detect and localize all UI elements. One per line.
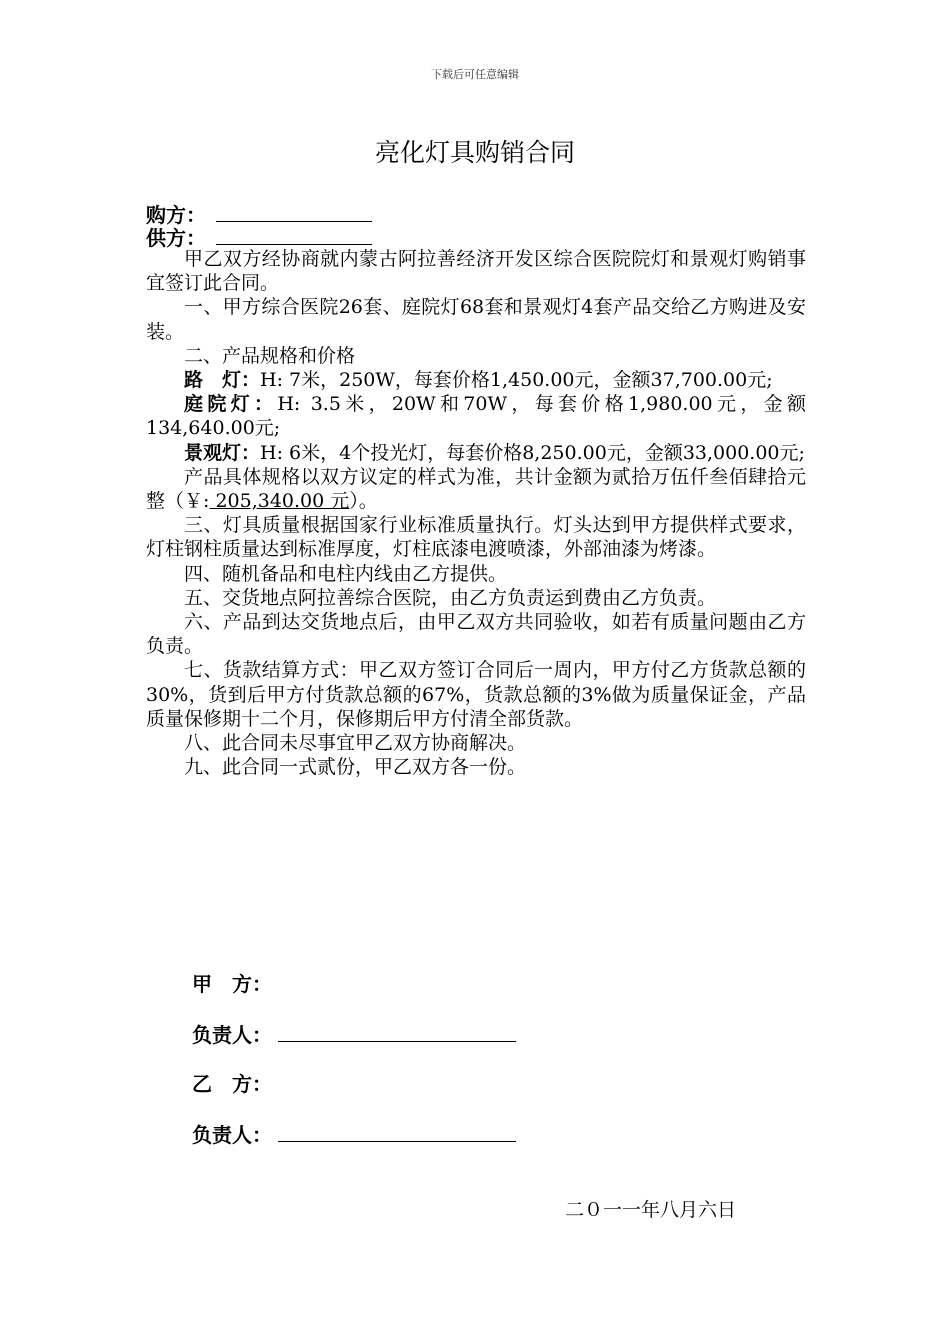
total-amount: 205,340.00 元 xyxy=(209,490,350,513)
total-text: 产品具体规格以双方议定的样式为准，共计金额为贰拾万伍仟叁佰肆拾元整（￥: xyxy=(146,465,806,513)
clause-2: 二、产品规格和价格 xyxy=(184,344,356,367)
party-b-representative xyxy=(192,1121,516,1148)
yard-light-text: H: 3.5米，20W和70W，每套价格1,980.00元，金额134,640.00元; xyxy=(146,393,806,440)
clause-4: 四、随机备品和电柱内线由乙方提供。 xyxy=(184,562,508,585)
clause-9: 九、此合同一式贰份，甲乙双方各一份。 xyxy=(184,756,527,779)
spec-yard-light xyxy=(146,392,806,440)
header-note: 下载后可任意编辑 xyxy=(431,68,519,81)
page-title: 亮化灯具购销合同 xyxy=(374,138,575,167)
landscape-light-text: H: 6米，4个投光灯，每套价格8,250.00元，金额33,000.00元; xyxy=(260,441,805,464)
party-a-representative xyxy=(192,1021,516,1048)
clause-3: 三、灯具质量根据国家行业标准质量执行。灯头达到甲方提供样式要求，灯柱钢柱质量达到标准厚度，灯柱底漆电渡喷漆，外部油漆为烤漆。 xyxy=(146,514,806,561)
total-close: ）。 xyxy=(349,490,378,513)
landscape-light-label: 景观灯： xyxy=(184,441,261,464)
spec-landscape-light xyxy=(146,441,806,465)
contract-date: 二０一一年八月六日 xyxy=(565,1199,737,1221)
clause-6: 六、产品到达交货地点后，由甲乙双方共同验收，如若有质量问题由乙方负责。 xyxy=(146,611,806,658)
party-b-label: 乙 方： xyxy=(192,1072,272,1096)
buyer-blank xyxy=(216,201,372,222)
spec-road-light xyxy=(146,368,806,392)
road-light-text: H: 7米，250W，每套价格1,450.00元，金额37,700.00元; xyxy=(260,369,773,392)
clause-8: 八、此合同未尽事宜甲乙双方协商解决。 xyxy=(184,732,527,755)
clause-7: 七、货款结算方式：甲乙双方签订合同后一周内，甲方付乙方货款总额的30%，货到后甲方付货款总额的67%，货款总额的3%做为质量保证金，产品质量保修期十二个月，保修期后甲方付清全部货款。 xyxy=(146,659,806,730)
road-light-label: 路 灯： xyxy=(184,369,261,392)
rep-b-label: 负责人： xyxy=(192,1123,272,1147)
rep-a-signature-line xyxy=(278,1021,516,1042)
clause-1: 一、甲方综合医院26套、庭院灯68套和景观灯4套产品交给乙方购进及安装。 xyxy=(146,296,806,343)
total-paragraph xyxy=(146,465,806,513)
supplier-label: 供方： xyxy=(146,226,206,250)
party-a-label: 甲 方： xyxy=(192,972,272,996)
buyer-label: 购方： xyxy=(146,203,206,227)
contract-body xyxy=(146,247,806,779)
yard-light-label: 庭院灯： xyxy=(184,393,278,416)
supplier-blank xyxy=(216,224,372,245)
clause-5: 五、交货地点阿拉善综合医院，由乙方负责运到费由乙方负责。 xyxy=(184,586,717,609)
rep-a-label: 负责人： xyxy=(192,1023,272,1047)
intro-paragraph: 甲乙双方经协商就内蒙古阿拉善经济开发区综合医院院灯和景观灯购销事宜签订此合同。 xyxy=(146,248,806,295)
rep-b-signature-line xyxy=(278,1121,516,1142)
